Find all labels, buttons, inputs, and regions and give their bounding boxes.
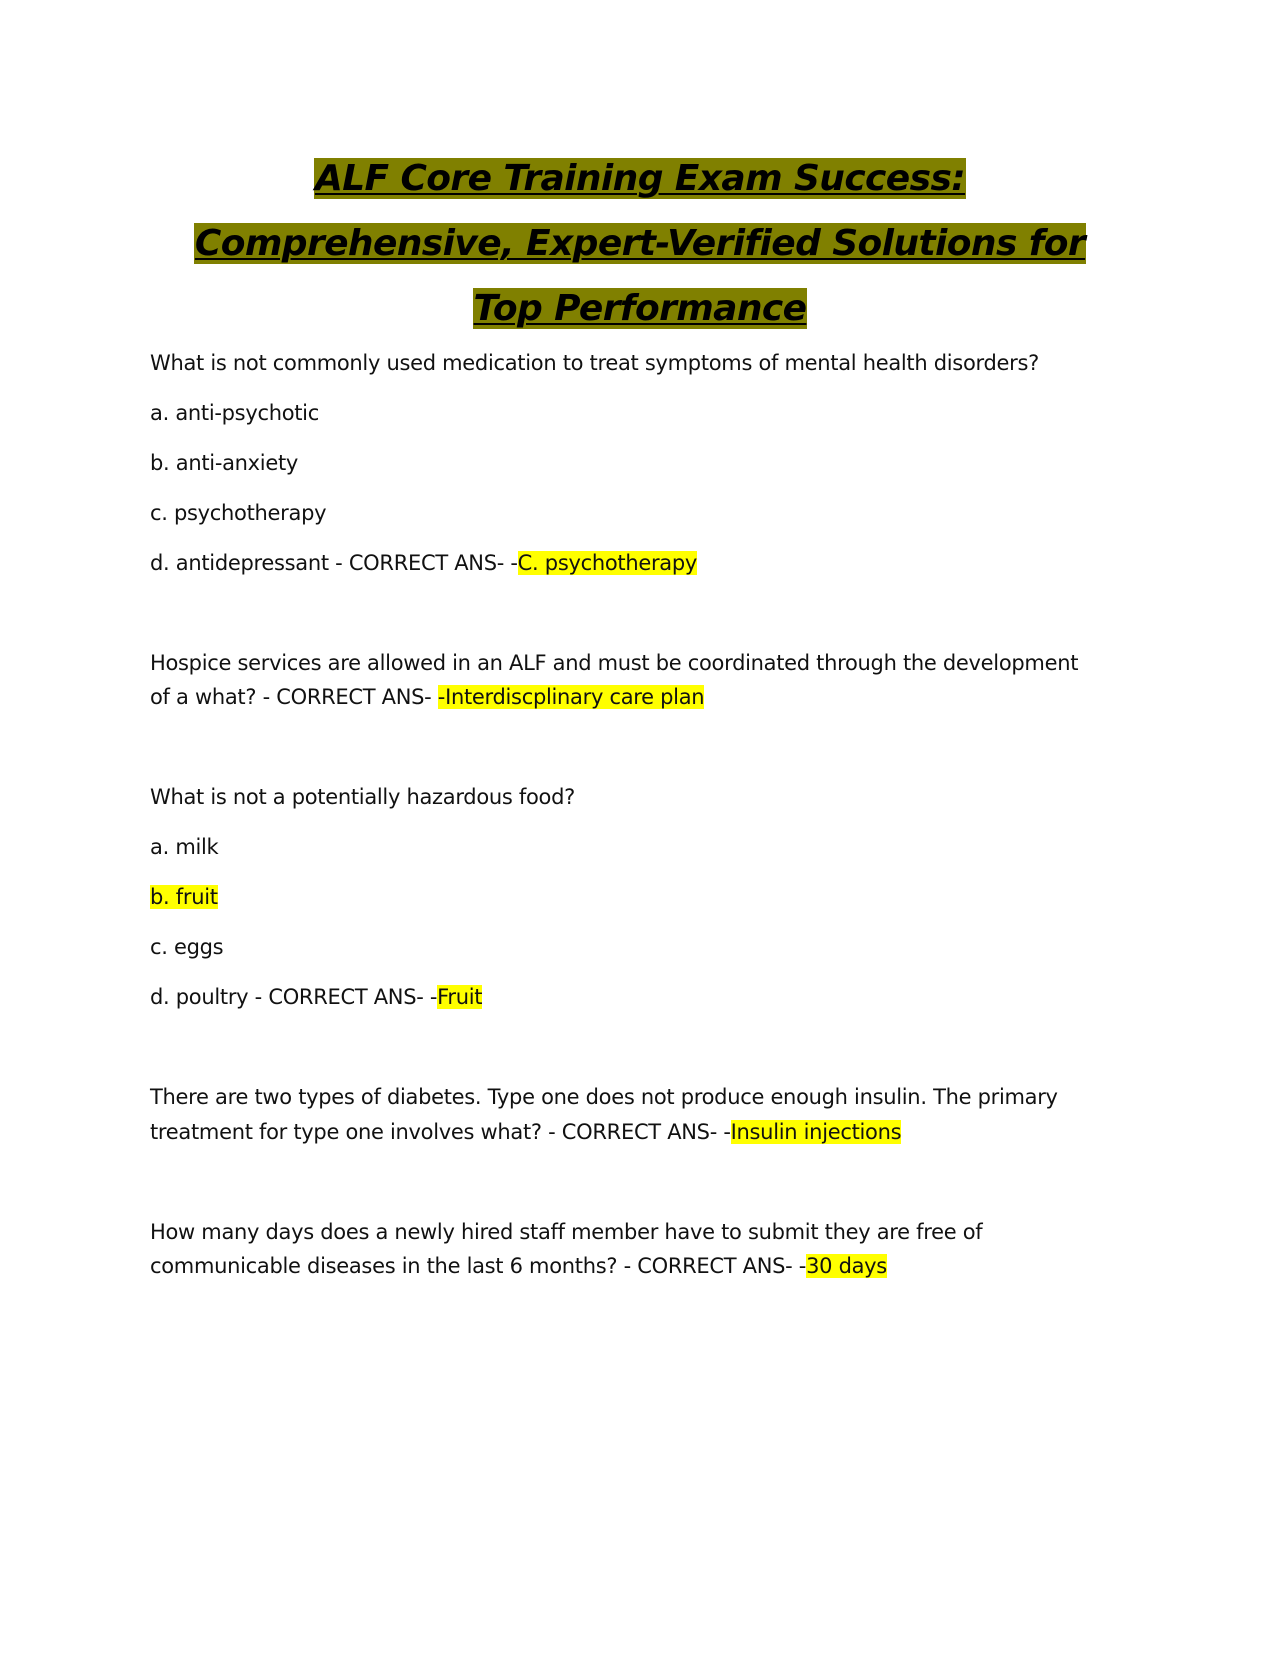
q3-answer: Fruit — [437, 985, 483, 1009]
title-line-1: ALF Core Training Exam Success: — [314, 158, 966, 199]
q2-line-2-text: of a what? - CORRECT ANS- — [150, 685, 438, 709]
title-line-3: Top Performance — [473, 288, 807, 329]
q1-option-d — [150, 548, 697, 578]
q2-line-1: Hospice services are allowed in an ALF and must be coordinated through the development — [150, 651, 1079, 675]
document-title — [150, 146, 1130, 341]
q4-line-2 — [150, 1117, 901, 1147]
q1-option-a: a. anti-psychotic — [150, 401, 319, 425]
q3-option-d — [150, 982, 482, 1012]
q1-option-c: c. psychotherapy — [150, 501, 327, 525]
q3-question: What is not a potentially hazardous food? — [150, 785, 575, 809]
q3-option-b-highlighted: b. fruit — [150, 885, 218, 909]
q5-line-2 — [150, 1251, 887, 1281]
q2-answer: -Interdiscplinary care plan — [437, 685, 705, 709]
q1-question: What is not commonly used medication to treat symptoms of mental health disorders? — [150, 351, 1039, 375]
q4-line-1: There are two types of diabetes. Type one does not produce enough insulin. The primary — [150, 1085, 1058, 1109]
title-line-2: Comprehensive, Expert-Verified Solutions for — [194, 223, 1086, 264]
q3-option-c: c. eggs — [150, 935, 224, 959]
q4-answer: Insulin injections — [730, 1120, 902, 1144]
q1-option-d-text: d. antidepressant - CORRECT ANS- - — [150, 551, 518, 575]
q3-option-d-text: d. poultry - CORRECT ANS- - — [150, 985, 438, 1009]
q5-line-2-text: communicable diseases in the last 6 months? - CORRECT ANS- - — [150, 1254, 807, 1278]
q2-line-2 — [150, 682, 704, 712]
q1-answer: C. psychotherapy — [517, 551, 698, 575]
q3-option-a: a. milk — [150, 835, 219, 859]
q3-option-b — [150, 882, 218, 912]
q1-option-b: b. anti-anxiety — [150, 451, 299, 475]
q5-answer: 30 days — [806, 1254, 887, 1278]
q4-line-2-text: treatment for type one involves what? - CORRECT ANS- - — [150, 1120, 731, 1144]
q5-line-1: How many days does a newly hired staff member have to submit they are free of — [150, 1220, 983, 1244]
